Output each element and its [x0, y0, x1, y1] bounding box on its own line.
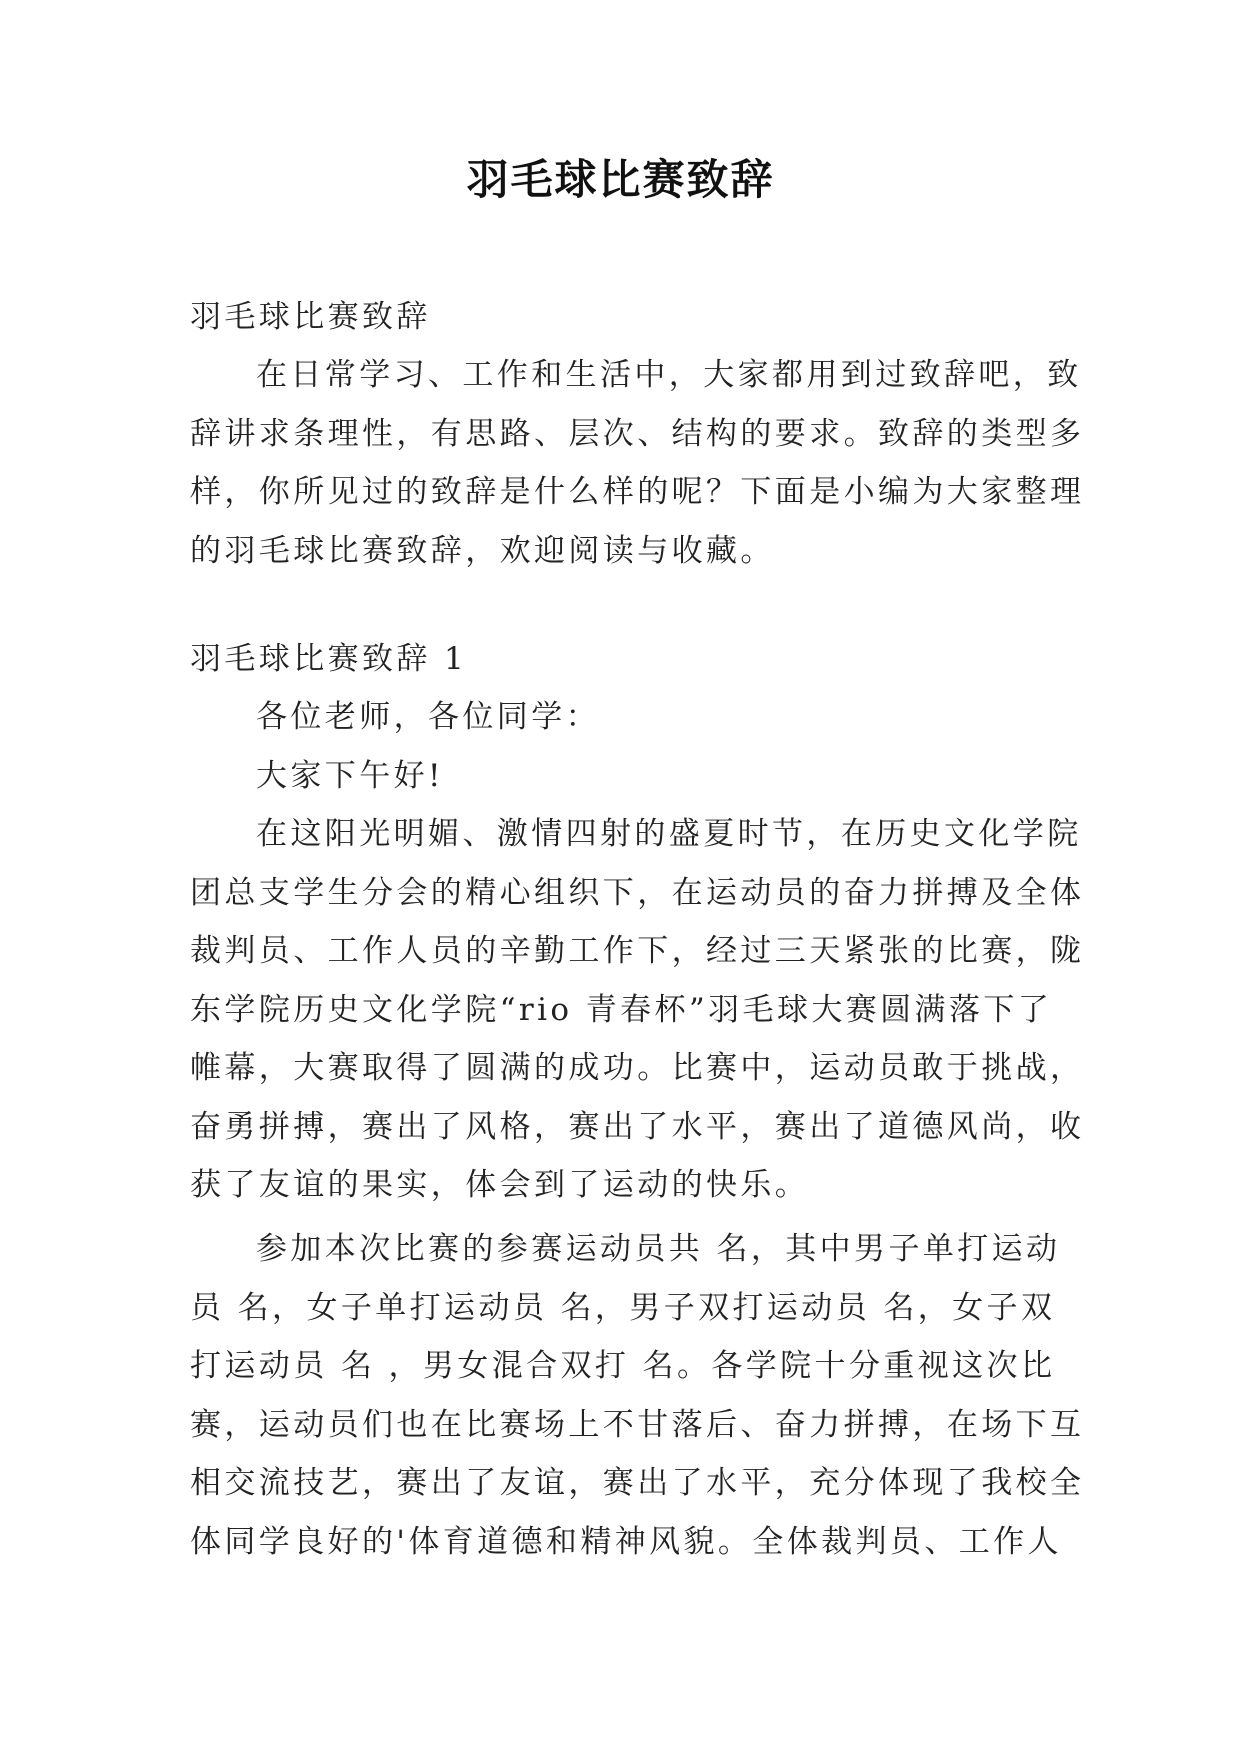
paragraph-line: 的羽毛球比赛致辞，欢迎阅读与收藏。	[190, 532, 775, 569]
paragraph-line: 在这阳光明媚、激情四射的盛夏时节，在历史文化学院	[256, 816, 1082, 852]
paragraph-line: 在日常学习、工作和生活中，大家都用到过致辞吧，致	[256, 357, 1082, 393]
document-title: 羽毛球比赛致辞	[466, 155, 775, 204]
paragraph-line: 赛，运动员们也在比赛场上不甘落后、奋力拼搏，在场下互	[190, 1406, 1085, 1443]
paragraph-line: 东学院历史文化学院“rio 青春杯”羽毛球大赛圆满落下了	[190, 991, 1053, 1028]
greeting-block	[190, 688, 1060, 805]
paragraph-line: 辞讲求条理性，有思路、层次、结构的要求。致辞的类型多	[190, 415, 1085, 452]
paragraph-line: 参加本次比赛的参赛运动员共 名，其中男子单打运动	[256, 1231, 1061, 1267]
paragraph-1	[190, 805, 1085, 1215]
section-heading-block	[190, 630, 1060, 689]
section-heading: 羽毛球比赛致辞 1	[190, 641, 468, 677]
paragraph-line: 打运动员 名 ，男女混合双打 名。各学院十分重视这次比	[190, 1348, 1056, 1384]
paragraph-line: 相交流技艺，赛出了友谊，赛出了水平，充分体现了我校全	[190, 1465, 1085, 1501]
intro-paragraph	[190, 346, 1085, 580]
intro-heading: 羽毛球比赛致辞	[190, 299, 431, 335]
paragraph-line: 团总支学生分会的精心组织下，在运动员的奋力拼搏及全体	[190, 874, 1085, 911]
paragraph-line: 获了友谊的果实，体会到了运动的快乐。	[190, 1167, 810, 1203]
greeting: 各位老师，各位同学：	[256, 699, 600, 735]
paragraph-line: 员 名，女子单打运动员 名，男子双打运动员 名，女子双	[190, 1289, 1056, 1326]
paragraph-2	[190, 1220, 1085, 1571]
paragraph-line: 裁判员、工作人员的辛勤工作下，经过三天紧张的比赛，陇	[190, 933, 1085, 969]
paragraph-line: 奋勇拼搏，赛出了风格，赛出了水平，赛出了道德风尚，收	[190, 1108, 1085, 1145]
intro-heading-block	[190, 288, 1060, 347]
salutation: 大家下午好!	[256, 757, 444, 794]
paragraph-line: 体同学良好的'体育道德和精神风貌。全体裁判员、工作人	[190, 1523, 1062, 1560]
paragraph-line: 帷幕，大赛取得了圆满的成功。比赛中，运动员敢于挑战，	[190, 1050, 1085, 1086]
paragraph-line: 样，你所见过的致辞是什么样的呢？下面是小编为大家整理	[190, 474, 1085, 510]
